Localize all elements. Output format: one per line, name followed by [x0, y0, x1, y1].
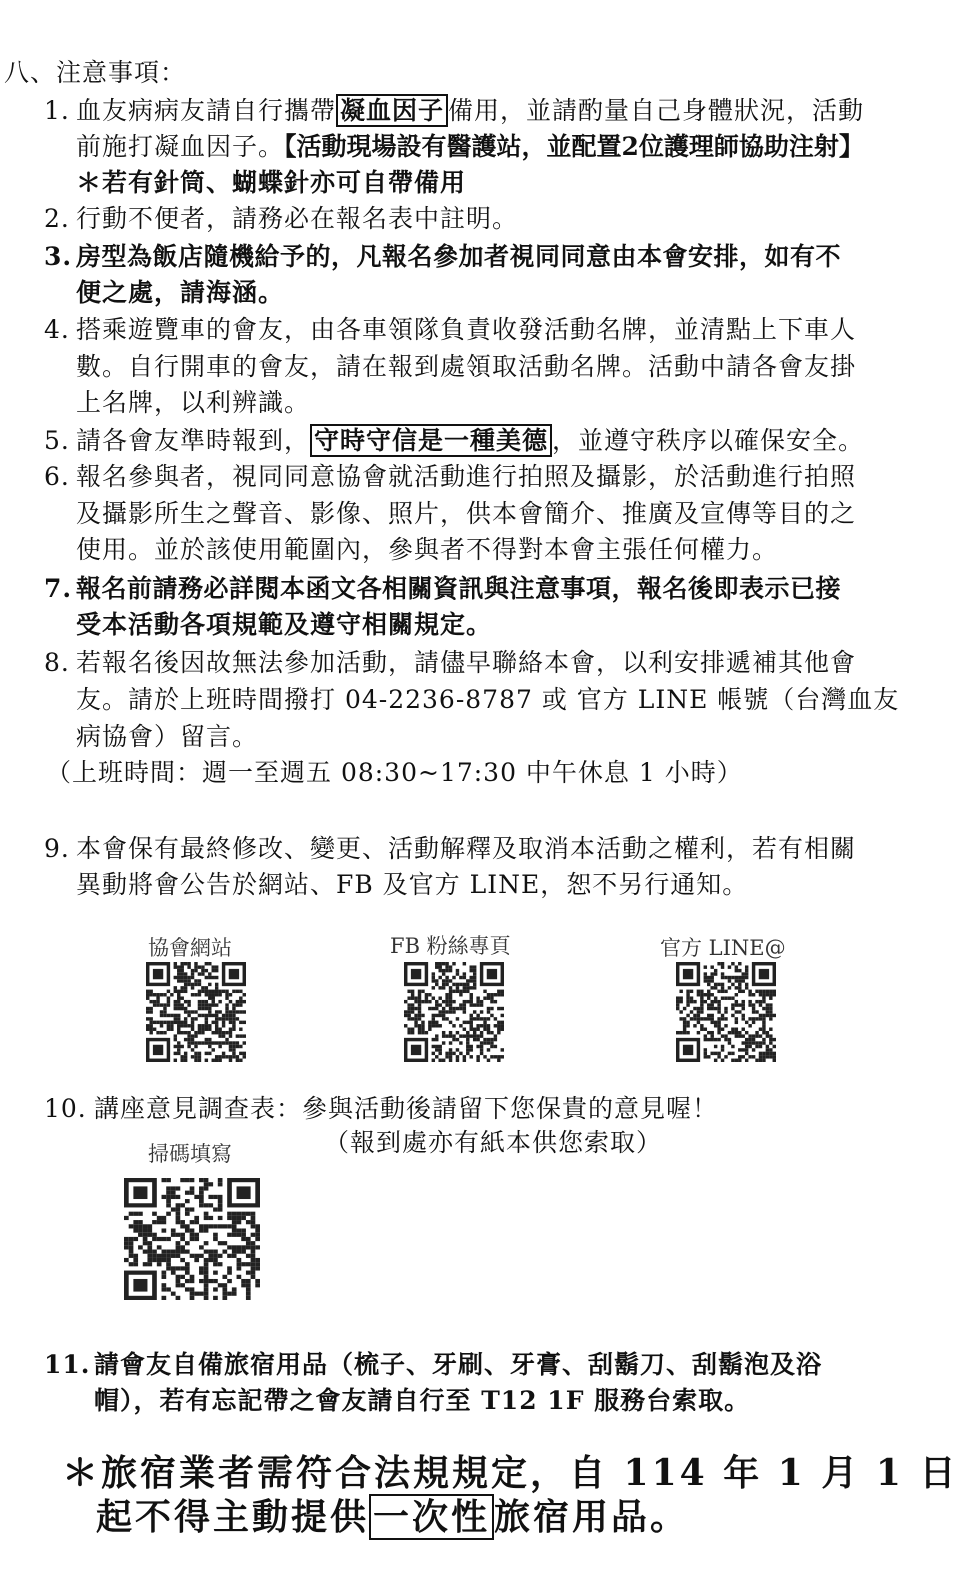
item-1-line-1	[76, 94, 864, 128]
final-notice-line-1: ＊旅宿業者需符合法規規定，自 114 年 1 月 1 日	[62, 1452, 959, 1494]
qr-code-icon[interactable]	[124, 1178, 260, 1300]
item-3-line-1: 房型為飯店隨機給予的，凡報名參加者視同同意由本會安排，如有不	[76, 242, 842, 271]
item-8-number: 8.	[44, 648, 70, 677]
item-5-line-1	[76, 424, 864, 458]
item-4-line-1: 搭乘遊覽車的會友，由各車領隊負責收發活動名牌，並清點上下車人	[76, 315, 857, 344]
item-6-line-1: 報名參與者，視同同意協會就活動進行拍照及攝影，於活動進行拍照	[76, 462, 857, 491]
item-3-line-2: 便之處，請海涵。	[76, 278, 285, 307]
item-11-line-1: 請會友自備旅宿用品（梳子、牙刷、牙膏、刮鬍刀、刮鬍泡及浴	[94, 1350, 823, 1379]
item-5-text: ，並遵守秩序以確保安全。	[552, 426, 865, 455]
item-8-office-hours: （上班時間：週一至週五 08:30~17:30 中午休息 1 小時）	[46, 758, 743, 787]
qr-label-line: 官方 LINE@	[660, 936, 786, 960]
final-notice-text: 旅宿用品。	[494, 1496, 690, 1538]
item-2-line-1: 行動不便者，請務必在報名表中註明。	[76, 204, 519, 233]
item-1-line-2	[76, 130, 864, 164]
highlight-box-punctuality: 守時守信是一種美德	[310, 424, 552, 457]
item-8-line-2: 友。請於上班時間撥打 04-2236-8787 或 官方 LINE 帳號（台灣血友	[76, 685, 900, 714]
qr-code-icon[interactable]	[404, 962, 504, 1062]
item-4-line-3: 上名牌，以利辨識。	[76, 388, 311, 417]
item-3-number: 3.	[44, 242, 73, 271]
item-1-text: 血友病病友請自行攜帶	[76, 96, 337, 125]
item-11-line-2: 帽），若有忘記帶之會友請自行至 T12 1F 服務台索取。	[94, 1386, 751, 1415]
item-4-line-2: 數。自行開車的會友，請在報到處領取活動名牌。活動中請各會友掛	[76, 352, 857, 381]
item-6-line-3: 使用。並於該使用範圍內，參與者不得對本會主張任何權力。	[76, 535, 779, 564]
item-9-line-1: 本會保有最終修改、變更、活動解釋及取消本活動之權利，若有相關	[76, 834, 857, 863]
item-1-text: 備用，並請酌量自己身體狀況，活動	[448, 96, 865, 125]
final-notice-line-2	[96, 1496, 689, 1538]
item-9-number: 9.	[44, 834, 70, 863]
qr-label-website: 協會網站	[148, 936, 232, 960]
item-7-number: 7.	[44, 574, 73, 603]
qr-code-icon[interactable]	[676, 962, 776, 1062]
item-7-line-1: 報名前請務必詳閱本函文各相關資訊與注意事項，報名後即表示已接	[76, 574, 842, 603]
item-1-number: 1.	[44, 96, 70, 125]
highlight-box-single-use: 一次性	[369, 1494, 494, 1540]
qr-label-survey: 掃碼填寫	[148, 1142, 232, 1166]
item-2-number: 2.	[44, 204, 70, 233]
item-5-text: 請各會友準時報到，	[76, 426, 311, 455]
item-10-line-1: 講座意見調查表：參與活動後請留下您保貴的意見喔！	[94, 1094, 719, 1123]
item-6-number: 6.	[44, 462, 70, 491]
item-4-number: 4.	[44, 315, 70, 344]
qr-code-icon[interactable]	[146, 962, 246, 1062]
highlight-box-clotting-factor: 凝血因子	[336, 94, 448, 127]
item-8-line-1: 若報名後因故無法參加活動，請儘早聯絡本會，以利安排遞補其他會	[76, 648, 857, 677]
section-heading: 八、注意事項：	[4, 58, 187, 87]
final-notice-text: 起不得主動提供	[96, 1496, 370, 1538]
item-1-text: 前施打凝血因子。	[76, 132, 285, 161]
item-11-number: 11.	[44, 1350, 91, 1379]
item-10-line-2: （報到處亦有紙本供您索取）	[324, 1128, 663, 1157]
qr-label-facebook: FB 粉絲專頁	[390, 934, 511, 958]
item-7-line-2: 受本活動各項規範及遵守相關規定。	[76, 610, 493, 639]
item-8-line-3: 病協會）留言。	[76, 722, 259, 751]
item-10-number: 10.	[44, 1094, 87, 1123]
item-6-line-2: 及攝影所生之聲音、影像、照片，供本會簡介、推廣及宣傳等目的之	[76, 499, 857, 528]
item-1-line-3: ＊若有針筒、蝴蝶針亦可自帶備用	[76, 168, 467, 197]
item-1-bold-note: 【活動現場設有醫護站，並配置2位護理師協助注射】	[284, 132, 864, 161]
item-9-line-2: 異動將會公告於網站、FB 及官方 LINE，恕不另行通知。	[76, 870, 749, 899]
item-5-number: 5.	[44, 426, 70, 455]
